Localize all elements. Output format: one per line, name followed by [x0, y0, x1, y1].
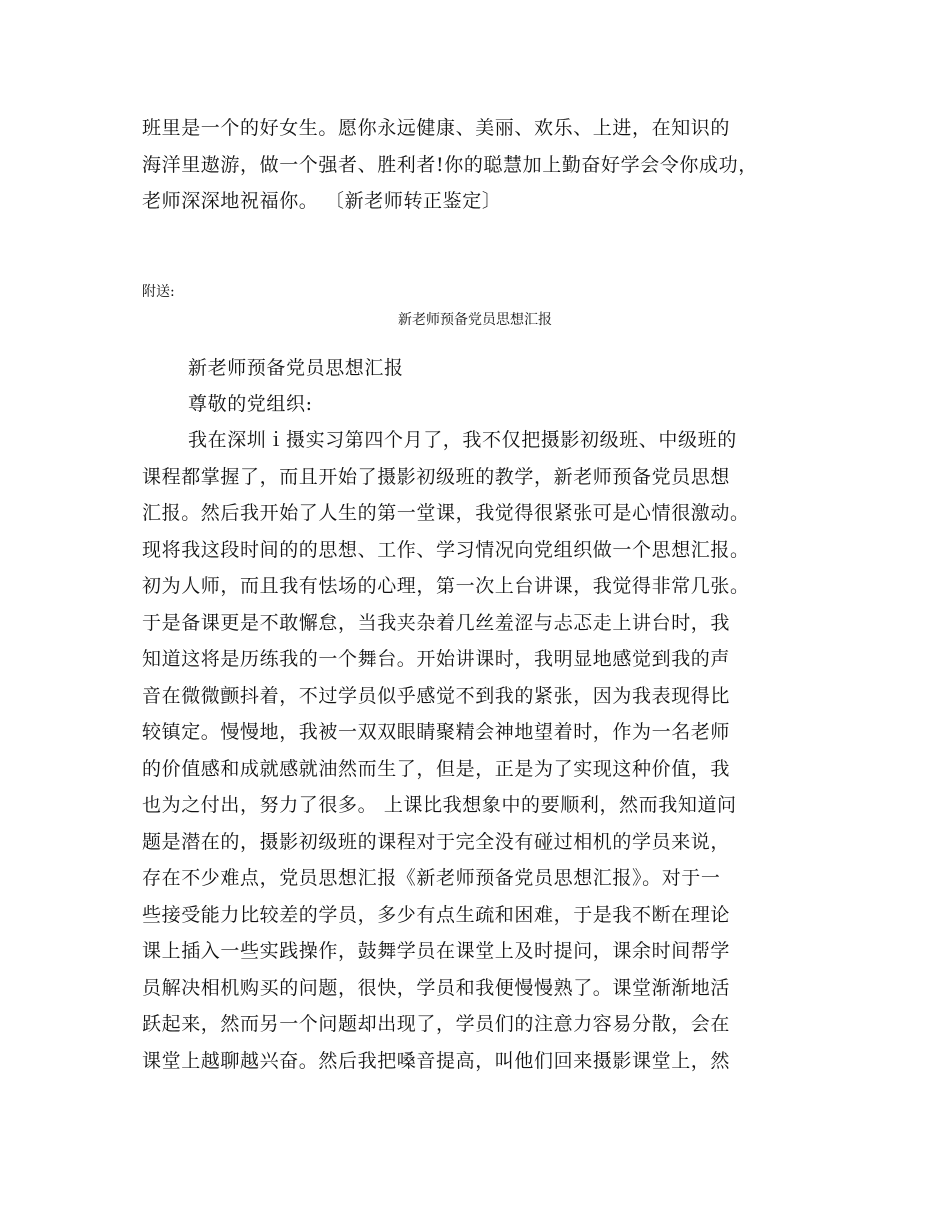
appendix-label: 附送:: [142, 284, 175, 300]
body-line-6: 于是备课更是不敢懈怠，当我夹杂着几丝羞涩与忐忑走上讲台时，我: [142, 612, 731, 634]
body-line-10: 的价值感和成就感就油然而生了，但是，正是为了实现这种价值，我: [142, 758, 731, 780]
body-line-7: 知道这将是历练我的一个舞台。开始讲课时，我明显地感觉到我的声: [142, 648, 731, 670]
body-line-4: 现将我这段时间的的思想、工作、学习情况向党组织做一个思想汇报。: [142, 539, 750, 561]
top-paragraph-line-2: 海洋里遨游，做一个强者、胜利者!你的聪慧加上勤奋好学会令你成功，: [142, 154, 758, 176]
body-line-8: 音在微微颤抖着，不过学员似乎感觉不到我的紧张，因为我表现得比: [142, 685, 731, 707]
body-line-3: 汇报。然后我开始了人生的第一堂课，我觉得很紧张可是心情很激动。: [142, 502, 750, 524]
report-heading: 新老师预备党员思想汇报: [188, 357, 404, 379]
body-line-15: 课上插入一些实践操作，鼓舞学员在课堂上及时提问，课余时间帮学: [142, 940, 731, 962]
body-line-1: 我在深圳ｉ摄实习第四个月了，我不仅把摄影初级班、中级班的: [188, 429, 737, 451]
body-line-12: 题是潜在的，摄影初级班的课程对于完全没有碰过相机的学员来说，: [142, 831, 731, 853]
top-paragraph-line-3: 老师深深地祝福你。 〔新老师转正鉴定〕: [142, 190, 502, 212]
body-line-18: 课堂上越聊越兴奋。然后我把嗓音提高，叫他们回来摄影课堂上，然: [142, 1050, 731, 1072]
body-line-16: 员解决相机购买的问题，很快，学员和我便慢慢熟了。课堂渐渐地活: [142, 977, 731, 999]
body-line-11: 也为之付出，努力了很多。 上课比我想象中的要顺利，然而我知道问: [142, 794, 737, 816]
body-line-9: 较镇定。慢慢地，我被一双双眼睛聚精会神地望着时，作为一名老师: [142, 721, 731, 743]
salutation: 尊敬的党组织:: [188, 393, 313, 415]
top-paragraph-line-1: 班里是一个的好女生。愿你永远健康、美丽、欢乐、上进，在知识的: [142, 117, 731, 139]
body-line-13: 存在不少难点，党员思想汇报《新老师预备党员思想汇报》。对于一: [142, 867, 721, 889]
document-title: 新老师预备党员思想汇报: [398, 312, 552, 328]
body-line-5: 初为人师，而且我有怯场的心理，第一次上台讲课，我觉得非常几张。: [142, 575, 750, 597]
body-line-2: 课程都掌握了，而且开始了摄影初级班的教学，新老师预备党员思想: [142, 466, 731, 488]
body-line-14: 些接受能力比较差的学员，多少有点生疏和困难，于是我不断在理论: [142, 904, 731, 926]
body-line-17: 跃起来，然而另一个问题却出现了，学员们的注意力容易分散，会在: [142, 1013, 731, 1035]
